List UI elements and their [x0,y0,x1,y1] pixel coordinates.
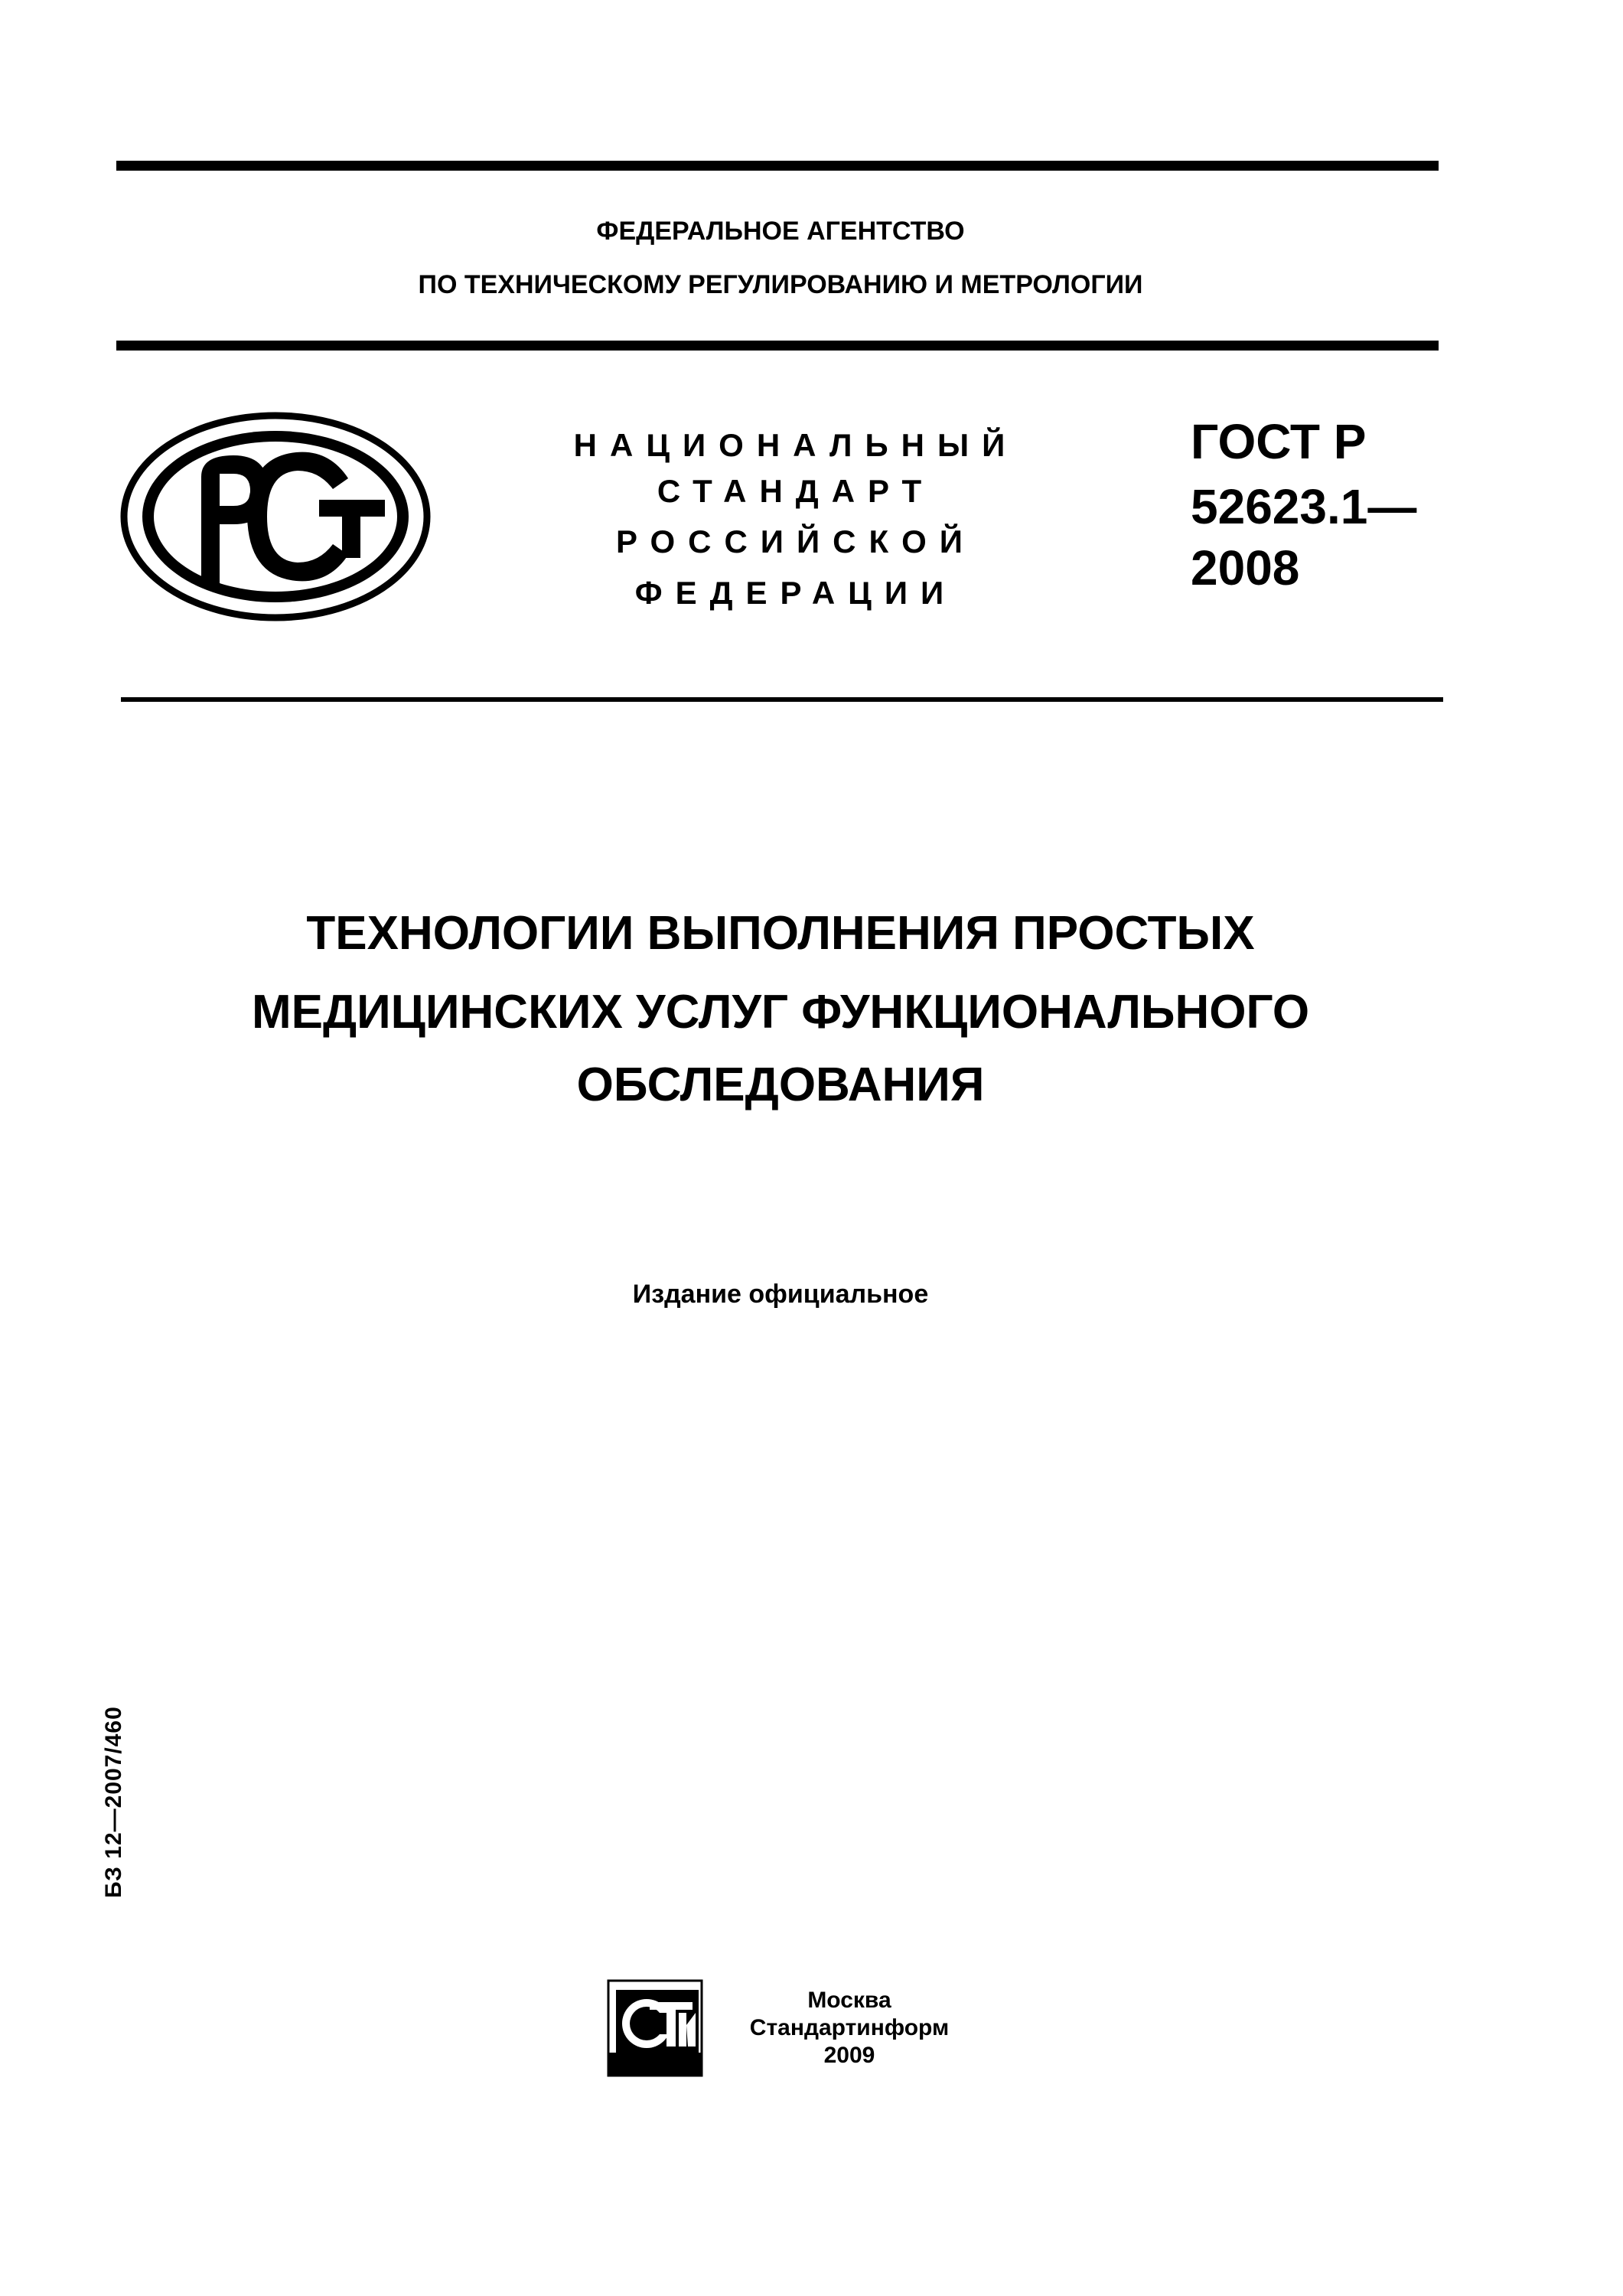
designation-line-3: 2008 [1191,540,1300,595]
document-title-line-1: ТЕХНОЛОГИИ ВЫПОЛНЕНИЯ ПРОСТЫХ [306,907,1255,960]
publisher-name: Стандартинформ [749,2015,950,2040]
national-standard-line-4: ФЕДЕРАЦИИ [634,575,957,611]
national-standard-line-1: НАЦИОНАЛЬНЫЙ [573,427,1018,463]
edition-label: Издание официальное [632,1280,929,1309]
document-title-line-2: МЕДИЦИНСКИХ УСЛУГ ФУНКЦИОНАЛЬНОГО [251,986,1310,1039]
agency-line-1: ФЕДЕРАЛЬНОЕ АГЕНТСТВО [596,217,965,246]
top-rule [116,161,1439,171]
publication-year: 2009 [823,2043,875,2068]
standartinform-logo-icon [607,1979,703,2077]
document-title-line-3: ОБСЛЕДОВАНИЯ [576,1058,985,1111]
publisher-city: Москва [807,1988,891,2013]
national-standard-line-3: РОССИЙСКОЙ [616,523,976,559]
designation-line-2: 52623.1— [1191,479,1417,534]
agency-line-2: ПО ТЕХНИЧЕСКОМУ РЕГУЛИРОВАНИЮ И МЕТРОЛОГИИ [418,270,1143,299]
header-bottom-rule [116,341,1439,351]
national-standard-line-2: СТАНДАРТ [657,473,935,509]
designation-bottom-rule [121,697,1443,702]
rst-certification-mark-icon [119,409,432,624]
designation-line-1: ГОСТ Р [1191,414,1367,469]
side-note: БЗ 12—2007/460 [101,1706,126,1898]
